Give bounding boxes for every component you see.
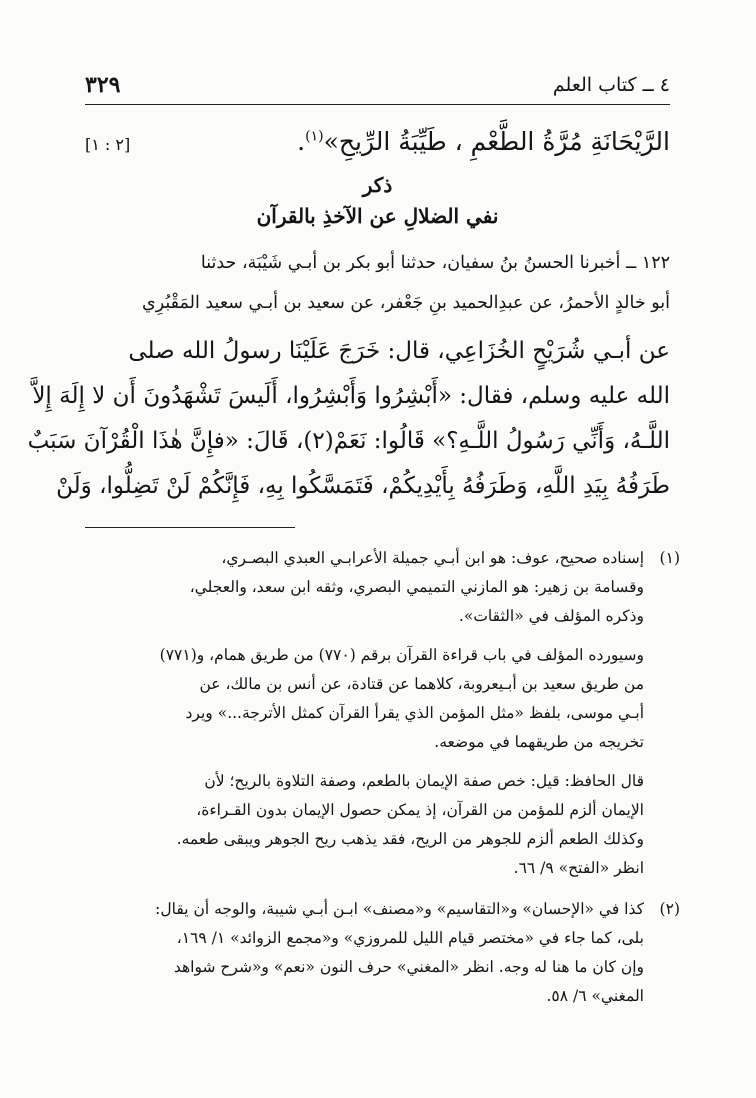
chapter-title: ٤ ــ كتاب العلم — [552, 74, 670, 96]
footnote-paragraph — [80, 544, 644, 631]
footnote-number: (١) — [659, 549, 680, 567]
footnote-line: الإيمان ألزم للمؤمن من القرآن، إذ يمكن حصول الإيمان بدون القـراءة، — [196, 801, 644, 819]
footnote-line: قال الحافظ: قيل: خص صفة الإيمان بالطعم، وصفة التلاوة بالريح؛ لأن — [204, 772, 644, 790]
isnad-line: أبو خالدٍ الأحمرُ، عن عبدِالحميد بنِ جَعْفر، عن سعيد بن أبـي سعيد المَقْبُرِي — [142, 293, 670, 313]
section-dhikr: ذكر — [362, 173, 393, 197]
footnote-line: وإن كان ما هنا له وجه. انظر «المغني» حرف النون «نعم» و«شرح شواهد — [173, 958, 644, 976]
isnad-line: ١٢٢ ــ أخبرنا الحسنُ بنُ سفيان، حدثنا أبو بكر بن أبـي شَيْبَة، حدثنا — [200, 253, 670, 273]
continued-tail: . — [297, 127, 306, 156]
footnotes — [80, 544, 680, 1011]
matn-line: الله عليه وسلم، فقال: «أَبْشِرُوا وَأَبْشِرُوا، أَلَيسَ تَشْهَدُونَ أَن لا إِلَهَ إِلاَّ — [32, 383, 670, 409]
footnote-line: تخريجه من طريقهما في موضعه. — [434, 733, 644, 751]
hadith-reference: [٢ : ١] — [85, 135, 131, 154]
footnote-line: وكذلك الطعم ألزم للجوهر من الريح، فقد يذهب ريح الجوهر ويبقى طعمه. — [176, 830, 644, 848]
page-number: ٣٢٩ — [85, 72, 121, 98]
footnote-line: أبـي موسى، بلفظ «مثل المؤمن الذي يقرأ القرآن كمثل الأترجة...» ويرد — [185, 704, 644, 722]
footnote-paragraph — [80, 895, 644, 1011]
footnote-1 — [80, 544, 680, 883]
section-title: نفي الضلالِ عن الآخذِ بالقرآن — [256, 204, 499, 228]
book-page — [27, 70, 680, 1011]
footnote-paragraph — [80, 767, 644, 883]
footnote-separator — [85, 527, 295, 528]
footnote-line: المغني» ٦/ ٥٨. — [546, 987, 644, 1005]
hadith-matn — [27, 329, 670, 509]
footnote-line: وقسامة بن زهير: هو المازني التميمي البصري، وثقه ابن سعد، والعجلي، — [189, 578, 644, 596]
footnote-line: من طريق سعيد بن أبـيعروبة، كلاهما عن قتادة، عن أنس بن مالك، عن — [199, 675, 644, 693]
matn-line: طَرَفُهُ بِيَدِ اللَّهِ، وَطَرَفُهُ بِأَيْدِيكُمْ، فَتَمَسَّكُوا بِهِ، فَإِنَّكُمْ لَنْ تَضِلُّوا، وَلَنْ — [56, 473, 670, 499]
footnote-line: وسيورده المؤلف في باب قراءة القرآن برقم (٧٧٠) من طريق همام، و(٧٧١) — [159, 646, 644, 664]
hadith-isnad — [85, 243, 670, 323]
matn-line: اللَّـهُ، وَأَنِّي رَسُولُ اللَّـهِ؟» قَالُوا: نَعَمْ(٢)، قَالَ: «فإِنَّ هٰذَا الْقُرْآنَ سَبَبٌ — [27, 428, 670, 454]
footnote-marker: (١) — [305, 128, 324, 145]
footnote-line: وذكره المؤلف في «الثقات». — [458, 607, 644, 625]
footnote-2 — [80, 895, 680, 1011]
footnote-number: (٢) — [659, 900, 680, 918]
footnote-line: انظر «الفتح» ٩/ ٦٦. — [513, 859, 644, 877]
footnote-line: إسناده صحيح، عوف: هو ابن أبـي جميلة الأعرابـي العبدي البصـري، — [221, 549, 644, 567]
footnote-paragraph — [80, 641, 644, 757]
footnote-line: بلى، كما جاء في «مختصر قيام الليل للمروزي» و«مجمع الزوائد» ١/ ١٦٩، — [176, 929, 644, 947]
footnote-line: كذا في «الإحسان» و«التقاسيم» و«مصنف» ابـن أبـي شيبة، والوجه أن يقال: — [155, 900, 644, 918]
running-header — [85, 70, 670, 105]
continued-text: الرَّيْحَانَةِ مُرَّةُ الطَّعْمِ ، طَيِّبَةُ الرِّيحِ» — [323, 127, 670, 156]
matn-line: عن أبـي شُرَيْحٍ الخُزَاعِي، قال: خَرَجَ عَلَيْنَا رسولُ الله صلى — [128, 338, 670, 364]
continued-hadith-line — [85, 127, 670, 167]
